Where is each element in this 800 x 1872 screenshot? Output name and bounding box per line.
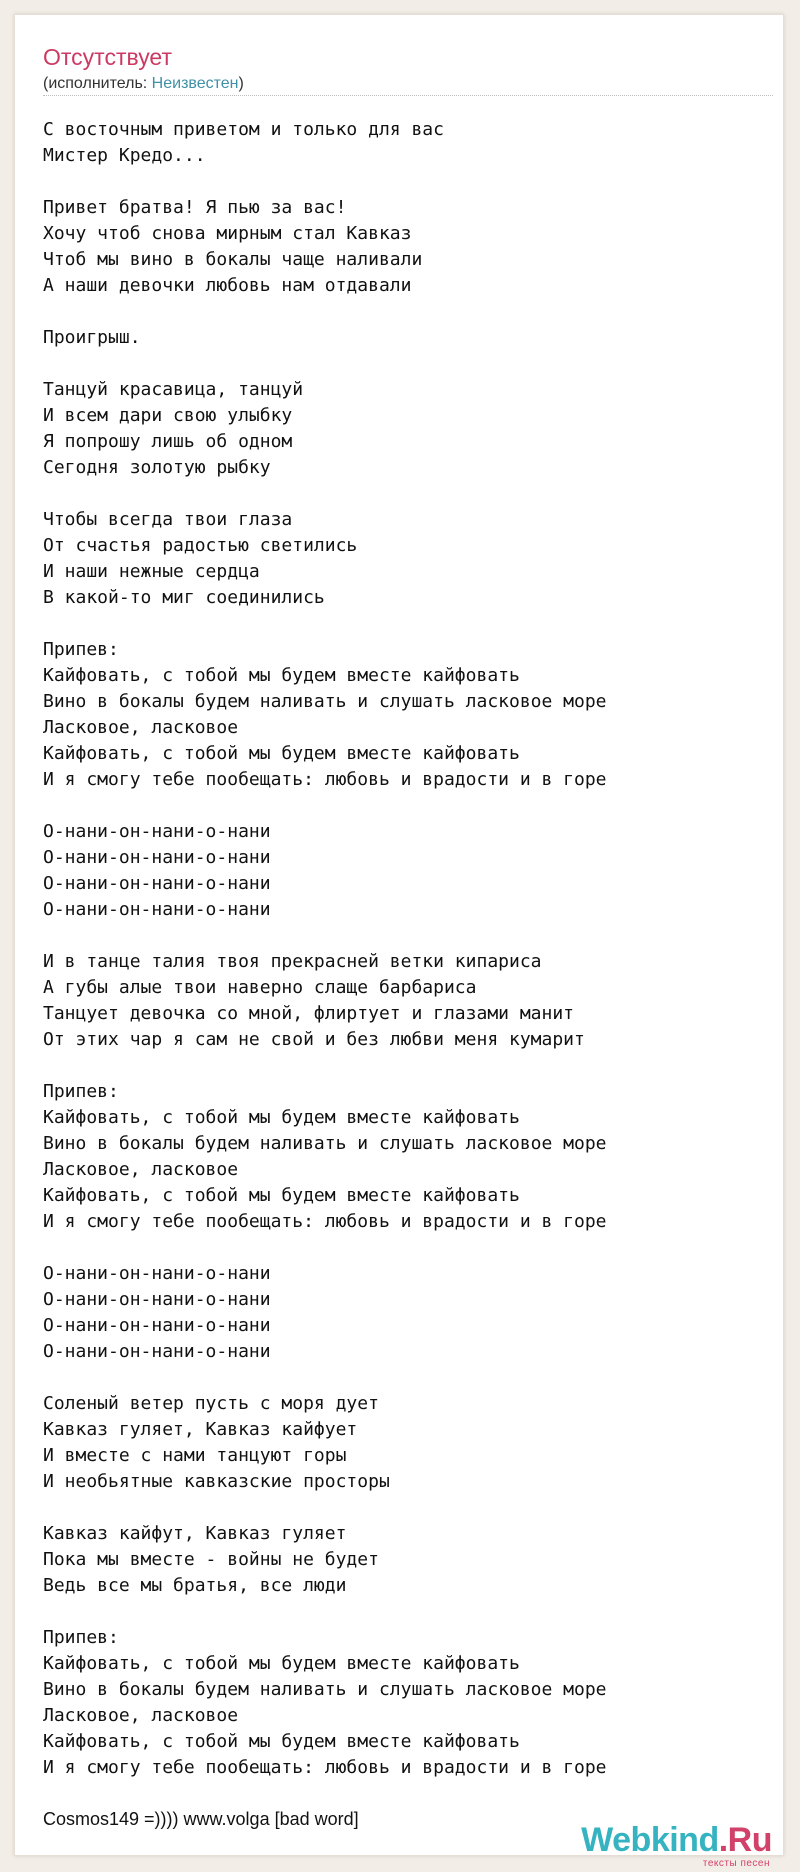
logo-wordmark (581, 1822, 772, 1858)
credit-line: Cosmos149 =)))) www.volga [bad word] (43, 1809, 359, 1829)
lyrics-text: С восточным приветом и только для вас Мистер Кредо... Привет братва! Я пью за вас! Хочу чтоб снова мирным стал Кавказ Чтоб мы вино в бокалы чаще наливали А наши девочки любовь нам отдавали Проигрыш. Танцуй красавица, танцуй И всем дари свою улыбку Я попрошу лишь об одном Сегодня золотую рыбку Чтобы всегда твои глаза От счастья радостью светились И наши нежные сердца В какой-то миг соединились Припев: Кайфовать, с тобой мы будем вместе кайфовать Вино в бокалы будем наливать и слушать ласковое море Ласковое, ласковое Кайфовать, с тобой мы будем вместе кайфовать И я смогу тебе пообещать: любовь и врадости и в горе О-нани-он-нани-о-нани О-нани-он-нани-о-нани О-нани-он-нани-о-нани О-нани-он-нани-о-нани И в танце талия твоя прекрасней ветки кипариса А губы алые твои наверно слаще барбариса Танцует девочка со мной, флиртует и глазами манит От этих чар я сам не свой и без любви меня кумарит Припев: Кайфовать, с тобой мы будем вместе кайфовать Вино в бокалы будем наливать и слушать ласковое море Ласковое, ласковое Кайфовать, с тобой мы будем вместе кайфовать И я смогу тебе пообещать: любовь и врадости и в горе О-нани-он-нани-о-нани О-нани-он-нани-о-нани О-нани-он-нани-о-нани О-нани-он-нани-о-нани Соленый ветер пусть с моря дует Кавказ гуляет, Кавказ кайфует И вместе с нами танцуют горы И необьятные кавказские просторы Кавказ кайфут, Кавказ гуляет Пока мы вместе - войны не будет Ведь все мы братья, все люди Припев: Кайфовать, с тобой мы будем вместе кайфовать Вино в бокалы будем наливать и слушать ласковое море Ласковое, ласковое Кайфовать, с тобой мы будем вместе кайфовать И я смогу тебе пообещать: любовь и врадости и в горе (43, 119, 607, 1778)
logo-tld-text: .Ru (718, 1821, 772, 1859)
content-card (14, 14, 784, 1856)
logo-tagline: тексты песен (702, 1858, 770, 1869)
webkind-logo[interactable] (560, 1822, 772, 1872)
logo-main-text: Webkind (581, 1821, 719, 1859)
song-title: Отсутствует (43, 44, 172, 70)
title-divider (43, 95, 773, 96)
artist-suffix: ) (238, 75, 244, 92)
artist-line (43, 74, 244, 94)
artist-prefix: (исполнитель: (43, 75, 152, 92)
artist-link[interactable]: Неизвестен (151, 75, 239, 92)
